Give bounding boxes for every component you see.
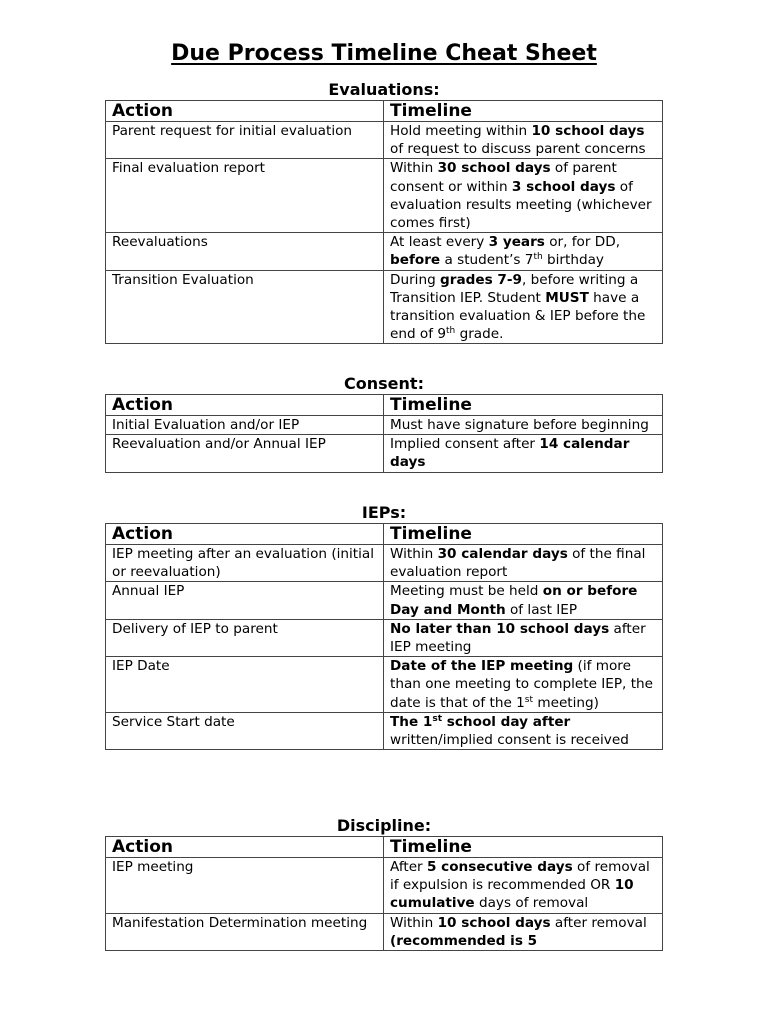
timeline-text: of last IEP xyxy=(505,601,578,618)
table-row xyxy=(106,416,663,435)
action-cell: Reevaluations xyxy=(106,233,384,270)
timeline-text: 3 school days xyxy=(511,178,616,195)
action-cell: Transition Evaluation xyxy=(106,270,384,344)
timeline-cell xyxy=(384,913,663,950)
timeline-cell xyxy=(384,657,663,713)
action-cell: Reevaluation and/or Annual IEP xyxy=(106,435,384,472)
header-action: Action xyxy=(106,837,384,858)
timeline-text: 14 calendar days xyxy=(390,436,630,471)
timeline-text: a student’s 7 xyxy=(440,252,534,269)
action-cell: Delivery of IEP to parent xyxy=(106,619,384,656)
timeline-text: After xyxy=(390,859,427,875)
timeline-text: Date of the IEP meeting xyxy=(390,658,574,675)
timeline-cell xyxy=(384,159,663,233)
timeline-text: At least every xyxy=(390,234,489,251)
table-row xyxy=(106,582,663,619)
page-title: Due Process Timeline Cheat Sheet xyxy=(171,41,597,66)
table-row xyxy=(106,435,663,472)
header-action: Action xyxy=(106,524,384,545)
header-timeline: Timeline xyxy=(384,837,663,858)
timeline-text: birthday xyxy=(542,252,604,269)
table-row xyxy=(106,233,663,270)
header-timeline: Timeline xyxy=(384,524,663,545)
timeline-text: of parent consent or within xyxy=(390,160,617,195)
table-row xyxy=(106,545,663,582)
timeline-text: , before writing a Transition IEP. Student xyxy=(390,271,639,306)
timeline-text: Hold meeting within xyxy=(390,123,532,139)
evaluations-table xyxy=(105,100,663,344)
timeline-text: written/implied consent is received xyxy=(390,732,629,749)
table-row xyxy=(106,159,663,233)
timeline-text: 10 school days xyxy=(437,914,551,931)
table-row xyxy=(106,619,663,656)
table-row xyxy=(106,913,663,950)
header-timeline: Timeline xyxy=(384,395,663,416)
timeline-text: Must have signature before beginning xyxy=(390,417,649,433)
header-action: Action xyxy=(106,395,384,416)
table-row xyxy=(106,858,663,914)
timeline-text: grade. xyxy=(455,326,504,343)
header-action: Action xyxy=(106,101,384,122)
timeline-text: th xyxy=(533,252,543,263)
timeline-text: (recommended is 5 xyxy=(390,932,538,949)
section-title-discipline: Discipline: xyxy=(336,816,432,835)
timeline-cell xyxy=(384,270,663,344)
timeline-text: Within xyxy=(390,914,438,931)
timeline-text: 10 cumulative xyxy=(390,877,634,912)
timeline-text: 3 years xyxy=(488,234,545,251)
timeline-cell xyxy=(384,712,663,749)
timeline-text: MUST xyxy=(545,289,589,306)
table-row xyxy=(106,270,663,344)
section-title-consent: Consent: xyxy=(344,374,424,393)
header-timeline: Timeline xyxy=(384,101,663,122)
timeline-text: st xyxy=(524,694,534,705)
timeline-text: th xyxy=(446,326,456,337)
consent-table xyxy=(105,394,663,473)
timeline-text: 30 school days xyxy=(437,160,551,177)
timeline-text: Within xyxy=(390,546,438,562)
timeline-text: meeting) xyxy=(533,694,599,711)
timeline-text: st xyxy=(432,713,443,724)
timeline-text: or, for DD, xyxy=(544,234,621,251)
section-title-ieps: IEPs: xyxy=(361,503,407,522)
timeline-cell xyxy=(384,858,663,914)
timeline-text: Meeting must be held xyxy=(390,583,543,600)
timeline-text: (if more than one meeting to complete IEP, the date is that of the 1 xyxy=(390,658,654,711)
timeline-cell xyxy=(384,545,663,582)
timeline-cell xyxy=(384,619,663,656)
timeline-cell xyxy=(384,435,663,472)
timeline-text: of the final evaluation report xyxy=(390,546,646,581)
action-cell: Service Start date xyxy=(106,712,384,749)
timeline-text: on or before Day and Month xyxy=(390,583,638,618)
table-row xyxy=(106,657,663,713)
section-title-evaluations: Evaluations: xyxy=(328,80,440,99)
discipline-table xyxy=(105,836,663,951)
timeline-text: During xyxy=(390,271,441,288)
timeline-text: have a transition evaluation & IEP before the end of 9 xyxy=(390,289,646,343)
timeline-cell xyxy=(384,122,663,159)
action-cell: IEP meeting after an evaluation (initial or reevaluation) xyxy=(106,545,384,582)
table-row xyxy=(106,122,663,159)
timeline-text: Within xyxy=(390,160,438,177)
timeline-text: 10 school days xyxy=(531,123,645,139)
action-cell: IEP meeting xyxy=(106,858,384,914)
timeline-text: of request to discuss parent concerns xyxy=(390,141,646,158)
timeline-text: The 1 xyxy=(390,713,433,730)
action-cell: Initial Evaluation and/or IEP xyxy=(106,416,384,435)
timeline-cell xyxy=(384,233,663,270)
action-cell: Manifestation Determination meeting xyxy=(106,913,384,950)
timeline-text: of removal if expulsion is recommended OR xyxy=(390,859,650,894)
timeline-text: Implied consent after xyxy=(390,436,540,453)
action-cell: IEP Date xyxy=(106,657,384,713)
timeline-text: of evaluation results meeting (whichever comes first) xyxy=(390,178,652,232)
timeline-text: 5 consecutive days xyxy=(426,859,573,875)
timeline-text: No later than 10 school days xyxy=(390,620,610,637)
ieps-table xyxy=(105,523,663,750)
action-cell: Annual IEP xyxy=(106,582,384,619)
timeline-text: before xyxy=(390,252,441,269)
timeline-text: 30 calendar days xyxy=(437,546,568,562)
timeline-text: after IEP meeting xyxy=(390,620,646,656)
timeline-cell xyxy=(384,582,663,619)
table-row xyxy=(106,712,663,749)
action-cell: Final evaluation report xyxy=(106,159,384,233)
timeline-text: after removal xyxy=(550,914,647,931)
timeline-text: school day after xyxy=(442,713,571,730)
timeline-text: grades 7-9 xyxy=(440,271,522,288)
timeline-text: days of removal xyxy=(474,895,589,912)
timeline-cell xyxy=(384,416,663,435)
action-cell: Parent request for initial evaluation xyxy=(106,122,384,159)
